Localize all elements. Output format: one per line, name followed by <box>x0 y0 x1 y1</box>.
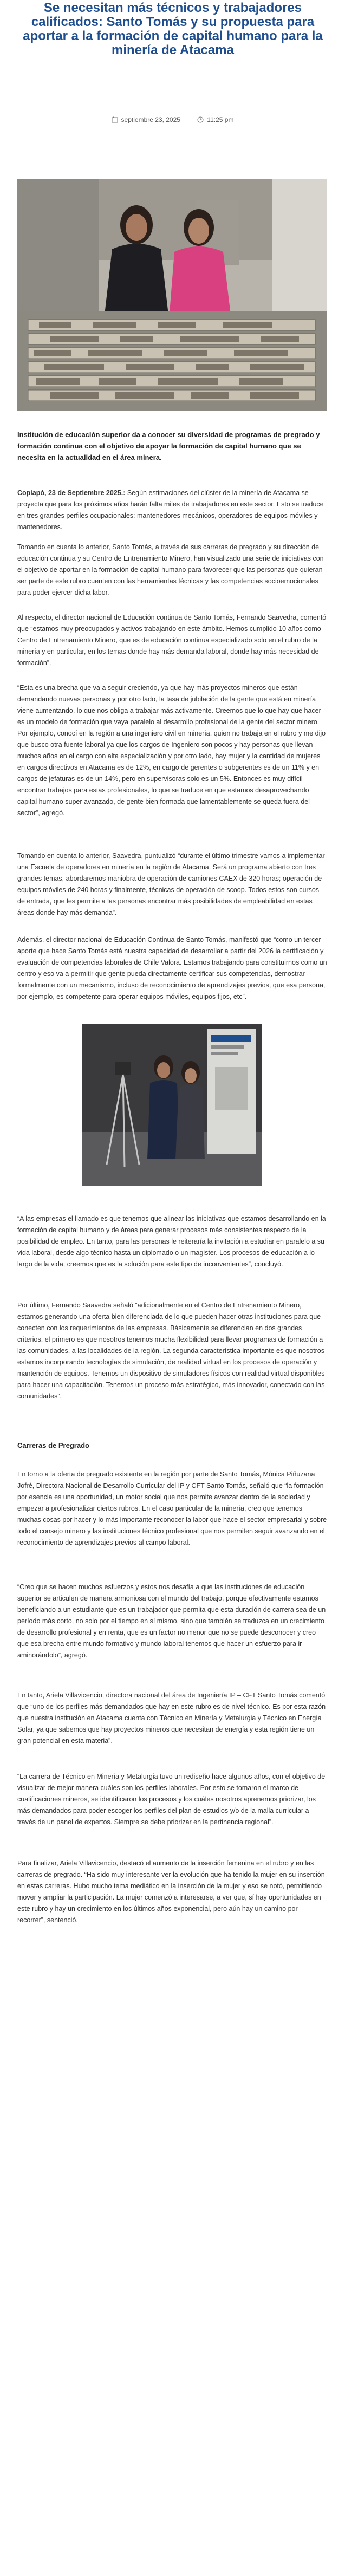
article-paragraph-5: Tomando en cuenta lo anterior, Saavedra, puntualizó “durante el último trimestre vamos a implementar una Escuela de operadores en minería en la región de Atacama. Será un programa abierto con tres grandes temas, abordaremos maniobra de operación de camiones CAEX de 320 horas; operación de equipos móviles de 240 horas y finalmente, técnicas de operación de scoop. Todos estos son cursos de entrada, que les permite a las personas encontrar más posibilidades de empleabilidad en estas áreas donde hay más demanda”. <box>17 852 325 916</box>
publish-time <box>197 116 233 123</box>
article-paragraph-6: Además, el director nacional de Educación Continua de Santo Tomás, manifestó que “como un tercer aporte que hace Santo Tomás está nuestra capacidad de desarrollar a partir del 2026 la certificación y evaluación de competencias laborales de Chile Valora. Estamos trabajando para constituirnos como un centro y eso va a permitir que gente pueda directamente certificar sus competencias, demostrar formalmente con un mecanismo, incluso de reconocimiento de aprendizajes previos, que esa persona, por ejemplo, es competente para operar equipos móviles, equipos fijos, etc”. <box>17 936 327 1000</box>
main-photo <box>17 179 327 411</box>
calendar-icon <box>112 116 118 123</box>
page-title: Se necesitan más técnicos y trabajadores calificados: Santo Tomás y su propuesta para aportar a la formación de capital humano para la minería de Atacama <box>23 1 323 57</box>
clock-icon <box>197 116 204 123</box>
publish-date-text: septiembre 23, 2025 <box>121 116 180 123</box>
section-subheading: Carreras de Pregrado <box>17 1441 89 1449</box>
article-paragraph-9: En torno a la oferta de pregrado existente en la región por parte de Santo Tomás, Mónica Piñuzana Jofré, Directora Nacional de Desarrollo Curricular del IP y CFT Santo Tomás, señaló que “la formación por esencia es una oportunidad, un motor social que nos permite avanzar dentro de la sociedad y empezar a profesionalizar ciertos rubros. En el caso particular de la minería, creo que tenemos muchas cosas por hacer y lo más importante reconocer la labor que hace el sector empresarial y sobre todo el consejo minero y las instituciones técnico profesional que nos permiten seguir avanzando en el reconocimiento de aprendizajes previos al campo laboral. <box>17 1471 327 1546</box>
article-paragraph-3: Al respecto, el director nacional de Educación continua de Santo Tomás, Fernando Saavedra, comentó que “estamos muy preocupados y activos trabajando en este ámbito. Hemos cumplido 10 años como Centro de Entrenamiento Minero, que es de educación continua especializado solo en el rubro de la minería y en particular, en los temas donde hay más demanda laboral, donde hay más necesidad de formación”. <box>17 614 327 667</box>
article-paragraph-13: Para finalizar, Ariela Villavicencio, destacó el aumento de la inserción femenina en el rubro y en las carreras de pregrado. “Ha sido muy interesante ver la evolución que ha tenido la mujer en su inserción en estas carreras. Hubo mucho tema mediático en la inserción de la mujer y eso se notó, permitiendo mover y ampliar la participación. La mujer comenzó a interesarse, a ver que, sí hay oportunidades en este rubro y hay un crecimiento en los últimos años exponencial, pero aún hay un camino por recorrer”, sentenció. <box>17 1859 325 1924</box>
article-meta <box>0 116 345 127</box>
article-paragraph-1-text: Según estimaciones del clúster de la minería de Atacama se proyecta que para los próximos años harán falta miles de trabajadores en este sector. Esto se traduce en tres grandes perfiles ocupacionales: mantenedores mecánicos, operadores de equipos móviles y mantenedores. <box>17 489 324 531</box>
article-paragraph-2: Tomando en cuenta lo anterior, Santo Tomás, a través de sus carreras de pregrado y su dirección de educación continua y su Centro de Entrenamiento Minero, han visualizado una serie de iniciativas con el objetivo de aportar en la formación de capital humano para favorecer que las personas que quieran ser parte de este rubro cuenten con las herramientas técnicas y las competencias socioemocionales para poder ejercer dicha labor. <box>17 543 324 596</box>
article-paragraph-11: En tanto, Ariela Villavicencio, directora nacional del área de Ingeniería IP – CFT Santo Tomás comentó que “uno de los perfiles más demandados que hay en este rubro es de nivel técnico. Es por esta razón que nuestra institución en Atacama cuenta con Técnico en Minería y Metalurgia y Técnico en Energía Solar, ya que sabemos que hay proyectos mineros que necesitan de energía y esta región tiene un gran potencial en esta materia”. <box>17 1692 326 1745</box>
publish-time-text: 11:25 pm <box>207 116 234 123</box>
article-paragraph-1 <box>17 487 327 533</box>
article-paragraph-10: “Creo que se hacen muchos esfuerzos y estos nos desafía a que las instituciones de educación superior se articulen de manera armoniosa con el mundo del trabajo, porque efectivamente estamos beneficiando a un estudiante que es un trabajador que permita que esta duración de carrera sea de un período más corto, no solo por el tiempo en sí mismo, sino que también se traduzca en un crecimiento de desarrollo profesional y en renta, que es un factor no menor que no se puede desconocer y creo que esa brecha entre mundo formativo y mundo laboral tenemos que hacer un esfuerzo para ir aminorándolo”, agregó. <box>17 1583 326 1659</box>
article-paragraph-8: Por último, Fernando Saavedra señaló “adicionalmente en el Centro de Entrenamiento Minero, estamos generando una oferta bien diferenciada de lo que pueden hacer otras instituciones para que conecten con los requerimientos de las empresas. Básicamente se diferencian en dos grandes criterios, el primero es que nosotros tenemos mucha flexibilidad para llevar programas de formación a las comunidades, a las localidades de la región. La segunda característica importante es que nosotros estamos incorporando tecnologías de simulación, de realidad virtual en los procesos de operación y mantención de equipos. Tenemos un dispositivo de simuladores físicos con realidad virtual disponibles para hacer una capacitación. Tenemos un proceso más estratégico, más innovador, conectado con las comunidades”. <box>17 1302 325 1400</box>
publish-date <box>112 116 180 123</box>
article-dateline: Copiapó, 23 de Septiembre 2025.: <box>17 489 126 497</box>
article-paragraph-4: “Esta es una brecha que va a seguir creciendo, ya que hay más proyectos mineros que están demandando nuevas personas y por otro lado, la tasa de jubilación de la gente que está en minería viene aumentando, lo que nos obliga a trabajar más activamente. Creemos que lo que hay que hacer es un modelo de formación que vaya paralelo al desarrollo profesional de la gente del sector minero. Por ejemplo, conocí en la región a una ingeniero civil en minería, quien no trabaja en el rubro y me dijo que busco otra fuente laboral ya que los cargos de Ingeniero son pocos y hay personas que llevan muchos años en el cargo con alta especialización y por otro lado, hay mujer y la cantidad de mujeres en cargos directivos en Atacama es de 12%, en cargo de gerentes o subgerentes es de un 11% y en cargos de jefaturas es de un 14%, pero en supervisoras solo es un 5%. Entonces es muy difícil encontrar trabajos para estas profesionales, lo que se traduce en que estamos desaprovechando capital humano super avanzado, de gente bien formada que lamentablemente se queda fuera del sector”, agregó. <box>17 684 326 817</box>
article-paragraph-12: “La carrera de Técnico en Minería y Metalurgia tuvo un rediseño hace algunos años, con el objetivo de visualizar de mejor manera cuáles son los perfiles laborales. Por esto se tomaron el marco de cualificaciones mineros, se identificaron los procesos y los cuáles nosotros aprenemos priorizar, los más demandados para poder escoger los perfiles del plan de estudios y/o de la malla curricular a través de un panel de expertos. Siempre se debe priorizar en la pertinencia regional”. <box>17 1773 326 1826</box>
article-lead: Institución de educación superior da a conocer su diversidad de programas de pregrado y formación continua con el objetivo de apoyar la formación de capital humano que se necesita en la actualidad en el área minera. <box>17 431 320 461</box>
article-paragraph-7: “A las empresas el llamado es que tenemos que alinear las iniciativas que estamos desarrollando en la formación de capital humano y de áreas para generar procesos más consistentes respecto de la posibilidad de empleo. En tanto, para las personas le reiteraría la invitación a estudiar en paralelo a su vida laboral, desde algo técnico hasta un diplomado o un magister. Los procesos de educación a lo largo de la vida, creemos que es la solución para este tipo de inconvenientes”, concluyó. <box>17 1215 326 1268</box>
secondary-photo <box>82 1024 262 1186</box>
